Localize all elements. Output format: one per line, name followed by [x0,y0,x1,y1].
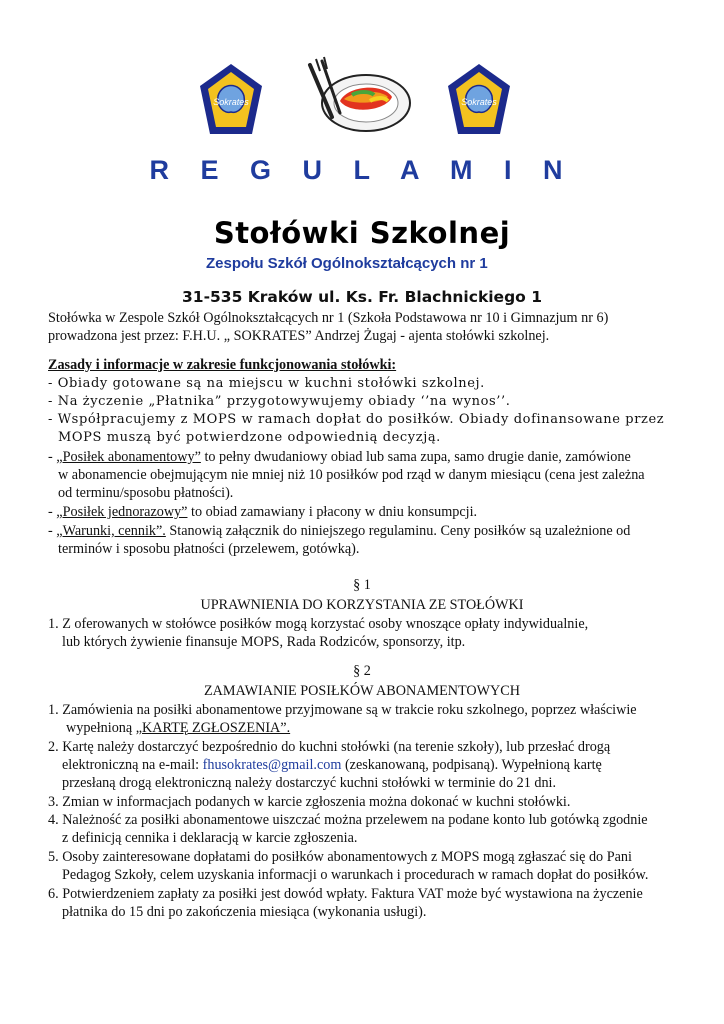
term-registration-card: „KARTĘ ZGŁOSZENIA”. [135,720,291,736]
sokrates-logo-right [446,62,512,136]
section-number: § 2 [353,663,371,679]
section-paragraph: z definicją cennika i deklaracją w karcie zgłoszenia. [62,830,358,846]
rule-item: - Obiady gotowane są na miejscu w kuchni stołówki szkolnej. [48,376,485,391]
rule-item: - „Posiłek jednorazowy” to obiad zamawiany i płacony w dniu konsumpcji. [48,504,478,520]
rule-item: - „Warunki, cennik”. Stanowią załącznik do niniejszego regulaminu. Ceny posiłków są uzależnione od [48,523,631,539]
section-paragraph: 3. Zmian w informacjach podanych w karcie zgłoszenia można dokonać w kuchni stołówki. [48,794,571,810]
section-number: § 1 [353,577,371,593]
section-paragraph: elektroniczną na e-mail: fhusokrates@gmail.com (zeskanowaną, podpisaną). Wypełnioną kartę [62,757,602,773]
school-address: 31-535 Kraków ul. Ks. Fr. Blachnickiego 1 [182,288,542,306]
section-paragraph: 2. Kartę należy dostarczyć bezpośrednio do kuchni stołówki (na terenie szkoły), lub przesłać drogą [48,739,611,755]
rule-item: - Współpracujemy z MOPS w ramach dopłat do posiłków. Obiady dofinansowane przez [48,412,665,427]
plate-cutlery-icon [300,55,412,135]
term-single-meal: „Posiłek jednorazowy” [56,504,188,520]
svg-text:Sokrates: Sokrates [461,97,497,107]
section-paragraph: Pedagog Szkoły, celem uzyskania informacji o warunkach i procedurach w ramach dopłat do posiłków. [62,867,649,883]
section-paragraph: 6. Potwierdzeniem zapłaty za posiłki jest dowód wpłaty. Faktura VAT może być wystawiona na życzenie [48,886,643,902]
intro-line: Stołówka w Zespole Szkół Ogólnokształcących nr 1 (Szkoła Podstawowa nr 10 i Gimnazjum nr 6) [48,310,609,326]
sokrates-logo-left [198,62,264,136]
email-link[interactable]: fhusokrates@gmail.com [202,757,342,773]
section-paragraph: płatnika do 15 dni po zakończenia miesiąca (wykonania usługi). [62,904,427,920]
term-subscription-meal: „Posiłek abonamentowy” [56,449,201,465]
rule-item: MOPS muszą być potwierdzone odpowiednią decyzją. [58,430,441,445]
section-paragraph: 1. Zamówienia na posiłki abonamentowe przyjmowane są w trakcie roku szkolnego, poprzez właściwie [48,702,637,718]
section-paragraph: przesłaną drogą elektroniczną należy dostarczyć kuchni stołówki w terminie do 21 dni. [62,775,557,791]
section-paragraph: lub których żywienie finansuje MOPS, Rada Rodziców, sponsorzy, itp. [62,634,466,650]
rule-item: - Na życzenie „Płatnika” przygotowywujemy obiady ‘’na wynos’’. [48,394,511,409]
section-paragraph: wypełnioną „KARTĘ ZGŁOSZENIA”. [66,720,291,736]
svg-text:Sokrates: Sokrates [213,97,249,107]
rules-heading: Zasady i informacje w zakresie funkcjonowania stołówki: [48,357,397,373]
rule-item: terminów i sposobu płatności (przelewem, gotówką). [58,541,360,557]
section-title: UPRAWNIENIA DO KORZYSTANIA ZE STOŁÓWKI [200,597,524,613]
school-name: Zespołu Szkół Ogólnokształcących nr 1 [206,255,488,272]
document-subtitle: Stołówki Szkolnej [213,216,511,250]
rule-item: w abonamencie obejmującym nie mniej niż 10 posiłków pod rząd w danym miesiącu (cena jest zależna [58,467,645,483]
term-conditions-pricing: „Warunki, cennik”. [56,523,166,539]
rule-item: od terminu/sposobu płatności). [58,485,234,501]
document-title: R E G U L A M I N [149,155,575,185]
section-paragraph: 4. Należność za posiłki abonamentowe uiszczać można przelewem na podane konto lub gotówką zgodnie [48,812,648,828]
rule-item: - „Posiłek abonamentowy” to pełny dwudaniowy obiad lub sama zupa, samo drugie danie, zamówione [48,449,631,465]
section-title: ZAMAWIANIE POSIŁKÓW ABONAMENTOWYCH [204,683,520,699]
section-paragraph: 1. Z oferowanych w stołówce posiłków mogą korzystać osoby wnoszące opłaty indywidualnie, [48,616,589,632]
section-paragraph: 5. Osoby zainteresowane dopłatami do posiłków abonamentowych z MOPS mogą zgłaszać się do Pani [48,849,632,865]
intro-line: prowadzona jest przez: F.H.U. „ SOKRATES” Andrzej Żugaj - ajenta stołówki szkolnej. [48,328,550,344]
